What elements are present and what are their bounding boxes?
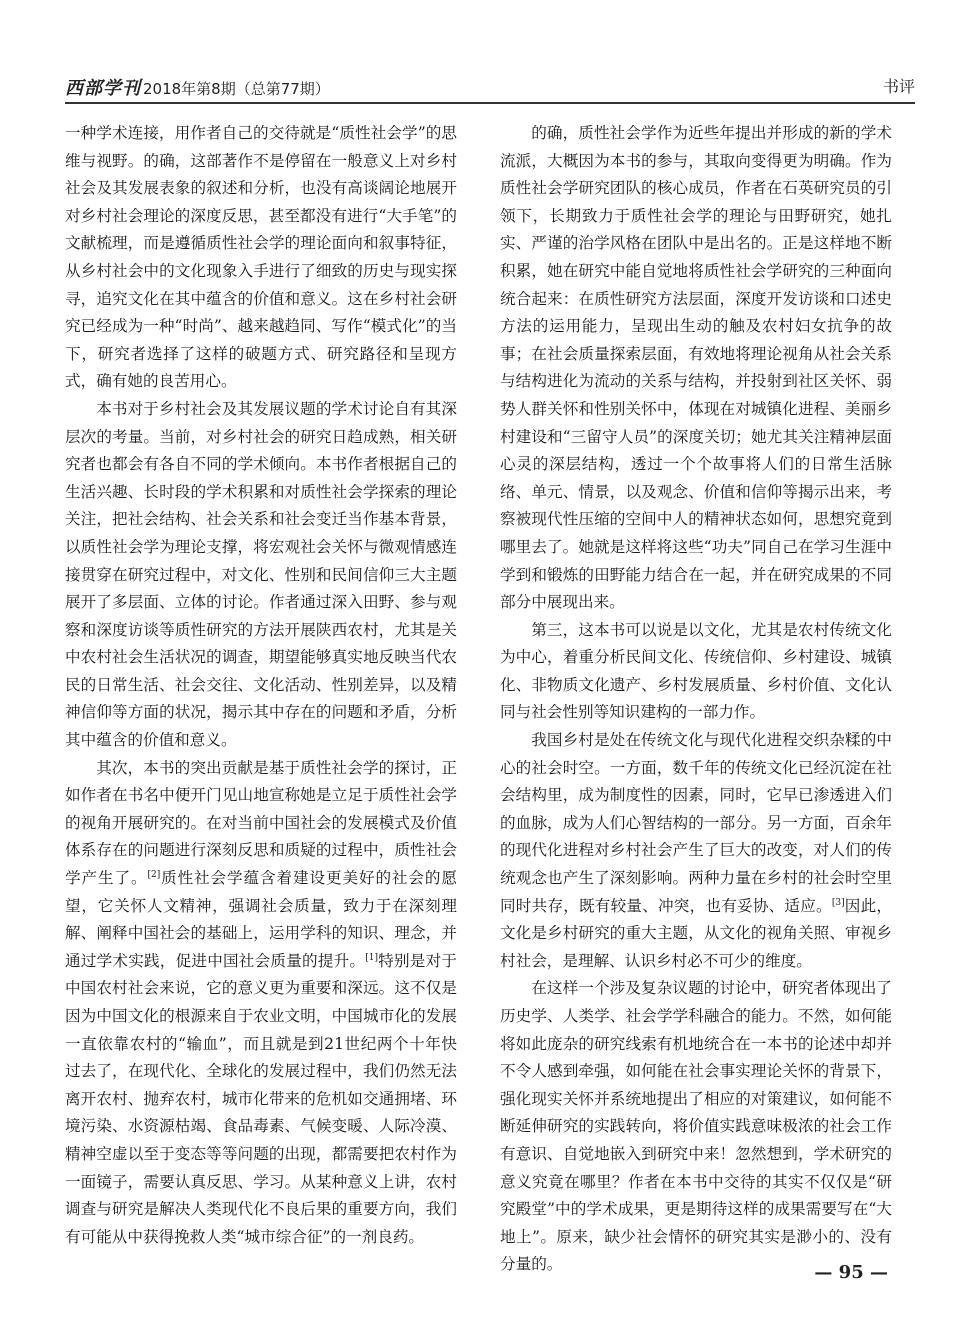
paragraph: 的确，质性社会学作为近些年提出并形成的新的学术流派，大概因为本书的参与，其取向变得更为明确。作为质性社会学研究团队的核心成员，作者在石英研究员的引领下，长期致力于质性社会学的理论与田野研究，她扎实、严谨的治学风格在团队中是出名的。正是这样地不断积累，她在研究中能自觉地将质性社会学研究的三种面向统合起来：在质性研究方法层面，深度开发访谈和口述史方法的运用能力，呈现出生动的触及农村妇女抗争的故事；在社会质量探索层面，有效地将理论视角从社会关系与结构进化为流动的关系与结构，并投射到社区关怀、弱势人群关怀和性别关怀中，体现在对城镇化进程、美丽乡村建设和“三留守人员”的深度关切；她尤其关注精神层面心灵的深层结构，透过一个个故事将人们的日常生活脉络、单元、情景，以及观念、价值和信仰等揭示出来，考察被现代性压缩的空间中人的精神状态如何，思想究竟到哪里去了。她就是这样将这些“功夫”同自己在学习生涯中学到和锻炼的田野能力结合在一起，并在研究成果的不同部分中展现出来。 — [500, 124, 892, 612]
journal-logo: 西部学刊 — [65, 78, 141, 99]
paragraph-text: 质性社会学蕴含着建设更美好的社会的愿望，它关怀人文精神，强调社会质量，致力于在深刻理解、阐释中国社会的基础上，运用学科的知识、理念，并通过学术实践，促进中国社会质量的提升。 — [65, 869, 457, 970]
citation-marker: [3] — [831, 897, 845, 908]
citation-marker: [2] — [147, 869, 161, 880]
page-number: — 95 — — [814, 1262, 888, 1283]
left-column — [65, 120, 457, 1251]
paragraph — [500, 727, 892, 975]
issue-info: 2018年第8期（总第77期） — [143, 80, 330, 98]
section-label: 书评 — [882, 77, 915, 96]
paragraph: 本书对于乡村社会及其发展议题的学术讨论自有其深层次的考量。当前，对乡村社会的研究日趋成熟，相关研究者也都会有各自不同的学术倾向。本书作者根据自己的生活兴趣、长时段的学术积累和对质性社会学探索的理论关注，把社会结构、社会关系和社会变迁当作基本背景，以质性社会学为理论支撑，将宏观社会关怀与微观情感连接贯穿在研究过程中，对文化、性别和民间信仰三大主题展开了多层面、立体的讨论。作者通过深入田野、参与观察和深度访谈等质性研究的方法开展陕西农村，尤其是关中农村社会生活状况的调查，期望能够真实地反映当代农民的日常生活、社会交往、文化活动、性别差异，以及精神信仰等方面的状况，揭示其中存在的问题和矛盾，分析其中蕴含的价值和意义。 — [65, 399, 457, 750]
paragraph: 一种学术连接，用作者自己的交待就是“质性社会学”的思维与视野。的确，这部著作不是停留在一般意义上对乡村社会及其发展表象的叙述和分析，也没有高谈阔论地展开对乡村社会理论的深度反思，甚至都没有进行“大手笔”的文献梳理，而是遵循质性社会学的理论面向和叙事特征，从乡村社会中的文化现象入手进行了细致的历史与现实探寻，追究文化在其中蕴含的价值和意义。这在乡村社会研究已经成为一种“时尚”、越来越趋同、写作“模式化”的当下，研究者选择了这样的破题方式、研究路径和呈现方式，确有她的良苦用心。 — [65, 124, 457, 391]
paragraph: 第三，这本书可以说是以文化，尤其是农村传统文化为中心，着重分析民间文化、传统信仰、乡村建设、城镇化、非物质文化遗产、乡村发展质量、乡村价值、文化认同与社会性别等知识建构的一部力作。 — [500, 620, 892, 722]
journal-info — [65, 74, 330, 100]
page-header — [65, 68, 915, 98]
paragraph-text: 我国乡村是处在传统文化与现代化进程交织杂糅的中心的社会时空。一方面，数千年的传统文化已经沉淀在社会结构里，成为制度性的因素，同时，它早已渗透进入们的血脉，成为人们心智结构的一部分。另一方面，百余年的现代化进程对乡村社会产生了巨大的改变，对人们的传统观念也产生了深刻影响。两种力量在乡村的社会时空里同时共存，既有较量、冲突，也有妥协、适应。 — [500, 731, 892, 915]
paragraph — [65, 755, 457, 1252]
header-rule — [65, 102, 915, 104]
paragraph-text: 特别是对于中国农村社会来说，它的意义更为重要和深远。这不仅是因为中国文化的根源来自于农业文明，中国城市化的发展一直依靠农村的“输血”，而且就是到21世纪两个十年快过去了，在现代化、全球化的发展过程中，我们仍然无法离开农村、抛弃农村，城市化带来的危机如交通拥堵、环境污染、水资源枯竭、食品毒素、气候变暖、人际冷漠、精神空虚以至于变态等等问题的出现，都需要把农村作为一面镜子，需要认真反思、学习。从某种意义上讲，农村调查与研究是解决人类现代化不良后果的重要方向，我们有可能从中获得挽救人类“城市综合征”的一剂良药。 — [65, 951, 457, 1246]
paragraph: 在这样一个涉及复杂议题的讨论中，研究者体现出了历史学、人类学、社会学学科融合的能力。不然，如何能将如此庞杂的研究线索有机地统合在一本书的论述中却并不令人感到牵强，如何能在社会事实理论关怀的背景下，强化现实关怀并系统地提出了相应的对策建议，如何能不断延伸研究的实践转向，将价值实践意味极浓的社会工作有意识、自觉地嵌入到研究中来！忽然想到，学术研究的意义究竟在哪里？作者在本书中交待的其实不仅仅是“研究殿堂”中的学术成果，更是期待这样的成果需要写在“大地上”。原来，缺少社会情怀的研究其实是渺小的、没有分量的。 — [500, 979, 892, 1274]
citation-marker: [1] — [365, 952, 378, 963]
paragraph-text: 因此，文化是乡村研究的重大主题，从文化的视角关照、审视乡村社会，是理解、认识乡村必不可少的维度。 — [500, 896, 892, 970]
paragraph-text: 其次，本书的突出贡献是基于质性社会学的探讨，正如作者在书名中便开门见山地宣称她是立足于质性社会学的视角开展研究的。在对当前中国社会的发展模式及价值体系存在的问题进行深刻反思和质疑的过程中，质性社会学产生了。 — [65, 758, 457, 888]
right-column — [500, 120, 892, 1279]
